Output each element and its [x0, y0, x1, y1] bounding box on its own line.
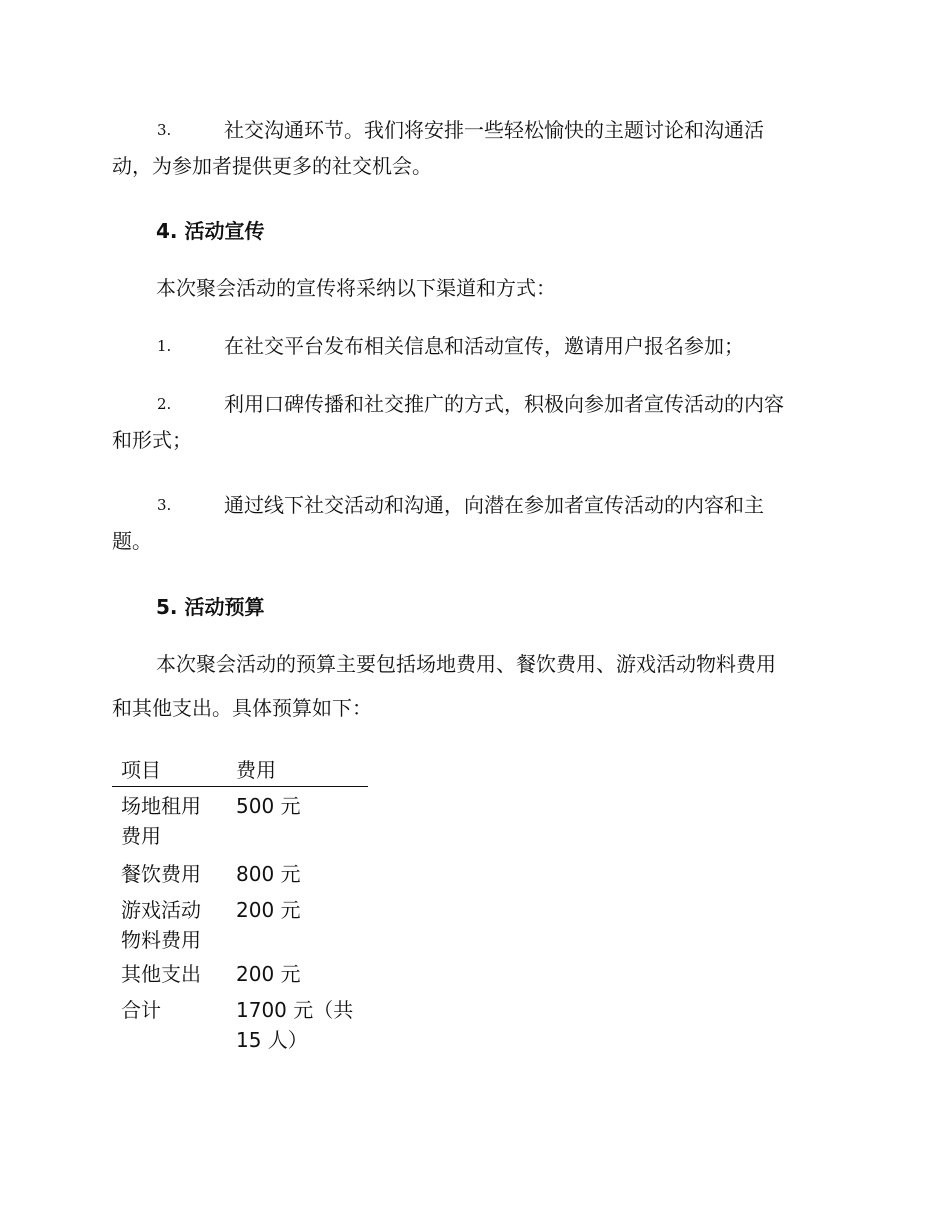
list-item-promo-2 [112, 386, 837, 458]
cell-item: 其他支出 [121, 962, 201, 986]
section-heading-promotion: 4. 活动宣传 [156, 219, 265, 243]
list-item-promo-1 [112, 328, 837, 364]
cell-cost: 200 元 [236, 898, 301, 922]
header-item: 项目 [121, 758, 161, 782]
list-number: 3. [157, 121, 172, 139]
list-number: 2. [157, 395, 172, 413]
list-item-promo-3 [112, 487, 837, 559]
cell-cost: 800 元 [236, 862, 301, 886]
list-text-line2: 题。 [112, 529, 152, 553]
cell-item: 游戏活动 物料费用 [121, 898, 201, 952]
cell-cost: 500 元 [236, 794, 301, 818]
section5-intro-line2: 和其他支出。具体预算如下： [112, 696, 372, 720]
list-number: 1. [157, 337, 172, 355]
list-number: 3. [157, 496, 172, 514]
table-header [112, 754, 368, 787]
table-row [112, 791, 368, 859]
section4-intro: 本次聚会活动的宣传将采纳以下渠道和方式： [156, 276, 556, 300]
table-row-total [112, 995, 368, 1059]
section5-intro-line1: 本次聚会活动的预算主要包括场地费用、餐饮费用、游戏活动物料费用 [156, 652, 776, 676]
list-text-line2: 和形式； [112, 428, 192, 452]
budget-table [112, 754, 368, 1059]
table-row [112, 895, 368, 959]
table-row [112, 959, 368, 995]
table-row [112, 859, 368, 895]
header-cost: 费用 [236, 758, 276, 782]
list-text-line1: 社交沟通环节。我们将安排一些轻松愉快的主题讨论和沟通活 [224, 118, 764, 142]
cell-item: 场地租用 费用 [121, 794, 201, 848]
list-text-line1: 利用口碑传播和社交推广的方式，积极向参加者宣传活动的内容 [224, 392, 784, 416]
list-text-line2: 动，为参加者提供更多的社交机会。 [112, 154, 432, 178]
cell-cost: 200 元 [236, 962, 301, 986]
list-text-line1: 通过线下社交活动和沟通，向潜在参加者宣传活动的内容和主 [224, 493, 764, 517]
list-item-social [112, 112, 837, 184]
cell-item: 合计 [121, 998, 161, 1022]
section-heading-budget: 5. 活动预算 [156, 595, 265, 619]
cell-item: 餐饮费用 [121, 862, 201, 886]
cell-cost: 1700 元（共 15 人） [236, 998, 354, 1052]
list-text-line1: 在社交平台发布相关信息和活动宣传，邀请用户报名参加； [224, 334, 744, 358]
